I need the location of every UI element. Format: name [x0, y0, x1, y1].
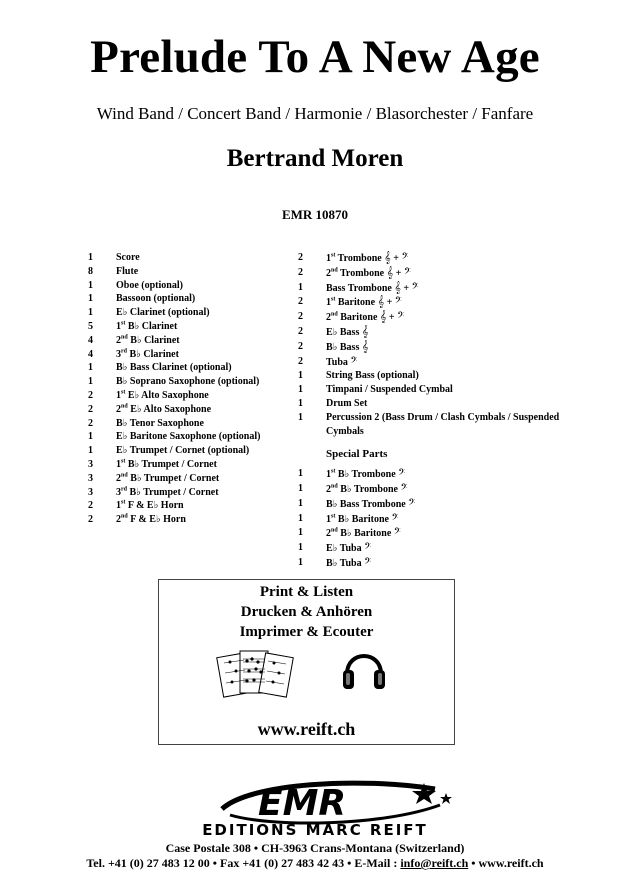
- email-link[interactable]: info@reift.ch: [400, 856, 469, 870]
- part-name: Timpani / Suspended Cymbal: [326, 384, 453, 396]
- part-row: [298, 340, 578, 355]
- part-quantity: 2: [298, 355, 303, 367]
- part-row: [298, 295, 578, 310]
- part-name: B♭ Soprano Saxophone (optional): [116, 376, 260, 388]
- sheet-music-icon: [216, 647, 296, 705]
- part-name: Oboe (optional): [116, 279, 183, 291]
- part-quantity: 3: [88, 486, 93, 498]
- part-quantity: 2: [88, 500, 93, 512]
- part-quantity: 1: [88, 445, 93, 457]
- part-row: [88, 430, 298, 444]
- part-row: [88, 292, 298, 306]
- part-name: 1st B♭ Baritone 𝄢: [326, 511, 399, 525]
- part-row: [88, 403, 298, 417]
- part-quantity: 2: [298, 252, 303, 263]
- part-row: [298, 411, 578, 439]
- part-row: [298, 266, 578, 281]
- part-name: Percussion 2 (Bass Drum / Clash Cymbals / Suspended Cymbals: [326, 411, 560, 437]
- special-parts-heading: Special Parts: [326, 448, 388, 461]
- part-quantity: 1: [88, 252, 93, 263]
- part-quantity: 1: [298, 397, 303, 409]
- part-quantity: 1: [88, 293, 93, 305]
- part-row: [298, 497, 578, 512]
- part-row: [88, 375, 298, 389]
- promo-line-3: Imprimer & Ecouter: [239, 624, 374, 640]
- part-name: Bass Trombone 𝄞 + 𝄢: [326, 280, 419, 294]
- part-name: String Bass (optional): [326, 370, 419, 382]
- part-name: 2nd B♭ Baritone 𝄢: [326, 526, 401, 540]
- part-name: Tuba 𝄢: [326, 354, 358, 368]
- part-quantity: 1: [88, 431, 93, 443]
- part-name: E♭ Trumpet / Cornet (optional): [116, 445, 250, 457]
- part-quantity: 1: [298, 370, 303, 382]
- contact-phone-fax: Tel. +41 (0) 27 483 12 00 • Fax +41 (0) 27 483 42 43 • E-Mail :: [86, 856, 401, 870]
- part-row: [88, 348, 298, 362]
- part-row: [298, 397, 578, 411]
- part-row: [88, 361, 298, 375]
- part-name: 2nd F & E♭ Horn: [116, 513, 186, 526]
- part-name: E♭ Tuba 𝄢: [326, 541, 372, 555]
- part-quantity: 1: [298, 281, 303, 293]
- catalog-number: EMR 10870: [281, 207, 349, 222]
- part-name: 1st B♭ Trombone 𝄢: [326, 467, 406, 481]
- part-row: [298, 251, 578, 266]
- part-name: 2nd B♭ Trombone 𝄢: [326, 481, 408, 495]
- part-quantity: 1: [88, 279, 93, 291]
- part-name: 1st F & E♭ Horn: [116, 500, 184, 512]
- part-row: [298, 541, 578, 556]
- part-name: Flute: [116, 265, 139, 277]
- part-quantity: 2: [298, 340, 303, 352]
- part-name: E♭ Bass 𝄞: [326, 324, 369, 338]
- part-name: 2nd B♭ Clarinet: [116, 334, 180, 346]
- part-row: [88, 444, 298, 458]
- part-name: 2nd Baritone 𝄞 + 𝄢: [326, 310, 405, 324]
- part-quantity: 4: [88, 334, 93, 346]
- part-quantity: 2: [88, 514, 93, 526]
- part-row: [88, 499, 298, 513]
- part-name: Drum Set: [326, 397, 368, 409]
- part-name: E♭ Baritone Saxophone (optional): [116, 431, 261, 443]
- part-row: [88, 417, 298, 431]
- part-quantity: 2: [88, 389, 93, 401]
- part-row: [298, 325, 578, 340]
- publisher-contact: [0, 856, 630, 871]
- part-row: [88, 320, 298, 334]
- part-row: [88, 513, 298, 527]
- part-quantity: 2: [298, 296, 303, 308]
- part-quantity: 1: [298, 512, 303, 524]
- part-row: [88, 306, 298, 320]
- promo-line-1: Print & Listen: [259, 584, 354, 600]
- parts-list-left: [88, 251, 298, 527]
- headphones-icon: [341, 644, 387, 692]
- part-quantity: 1: [298, 556, 303, 568]
- part-quantity: 1: [298, 482, 303, 494]
- part-name: B♭ Tuba 𝄢: [326, 555, 372, 569]
- part-row: [298, 482, 578, 497]
- part-name: 2nd Trombone 𝄞 + 𝄢: [326, 265, 411, 279]
- part-name: 2nd E♭ Alto Saxophone: [116, 403, 212, 415]
- part-quantity: 8: [88, 265, 93, 277]
- part-row: [298, 310, 578, 325]
- part-quantity: 1: [298, 497, 303, 509]
- part-quantity: 1: [298, 542, 303, 554]
- publisher-name: EDITIONS MARC REIFT: [202, 821, 428, 839]
- website-url[interactable]: www.reift.ch: [257, 719, 356, 739]
- composer-name: Bertrand Moren: [226, 145, 404, 172]
- piece-title: Prelude To A New Age: [90, 31, 540, 83]
- part-row: [298, 556, 578, 571]
- part-name: Score: [116, 252, 140, 263]
- part-row: [88, 265, 298, 279]
- part-quantity: 2: [298, 266, 303, 278]
- part-name: Bassoon (optional): [116, 293, 196, 305]
- part-row: [298, 369, 578, 383]
- part-name: 1st Baritone 𝄞 + 𝄢: [326, 295, 402, 309]
- part-name: 1st Trombone 𝄞 + 𝄢: [326, 251, 409, 264]
- ensemble-subtitle: Wind Band / Concert Band / Harmonie / Blasorchester / Fanfare: [96, 104, 534, 123]
- part-row: [298, 281, 578, 296]
- part-name: B♭ Tenor Saxophone: [116, 417, 204, 429]
- parts-list-right: [298, 251, 578, 571]
- part-name: 2nd B♭ Trumpet / Cornet: [116, 472, 220, 484]
- part-quantity: 1: [298, 384, 303, 396]
- promo-line-2: Drucken & Anhören: [240, 604, 373, 620]
- part-quantity: 1: [298, 527, 303, 539]
- part-row: [88, 486, 298, 500]
- part-quantity: 1: [298, 411, 303, 423]
- part-quantity: 4: [88, 348, 93, 360]
- part-quantity: 5: [88, 320, 93, 332]
- part-row: [88, 279, 298, 293]
- part-quantity: 1: [88, 362, 93, 374]
- part-row: [88, 458, 298, 472]
- print-listen-box: [158, 579, 455, 745]
- part-quantity: 3: [88, 458, 93, 470]
- publisher-address: Case Postale 308 • CH-3963 Crans-Montana (Switzerland): [165, 841, 465, 855]
- part-row: [88, 334, 298, 348]
- part-name: E♭ Clarinet (optional): [116, 307, 210, 319]
- part-quantity: 2: [88, 417, 93, 429]
- part-row: [298, 512, 578, 527]
- part-row: [88, 472, 298, 486]
- part-name: 3rd B♭ Clarinet: [116, 348, 179, 360]
- part-name: 1st B♭ Trumpet / Cornet: [116, 458, 217, 470]
- part-quantity: 1: [88, 376, 93, 388]
- part-row: [88, 389, 298, 403]
- part-row: [298, 467, 578, 482]
- contact-website[interactable]: • www.reift.ch: [468, 856, 544, 870]
- part-quantity: 1: [88, 307, 93, 319]
- part-row: [88, 251, 298, 265]
- part-name: B♭ Bass 𝄞: [326, 339, 369, 353]
- part-quantity: 2: [88, 403, 93, 415]
- part-row: [298, 355, 578, 370]
- part-quantity: 3: [88, 472, 93, 484]
- part-name: 1st B♭ Clarinet: [116, 320, 178, 332]
- part-name: 3rd B♭ Trumpet / Cornet: [116, 486, 219, 498]
- part-quantity: 2: [298, 311, 303, 323]
- part-row: [298, 526, 578, 541]
- part-quantity: 2: [298, 325, 303, 337]
- part-quantity: 1: [298, 468, 303, 480]
- svg-text:EMR: EMR: [258, 783, 347, 824]
- part-name: B♭ Bass Clarinet (optional): [116, 362, 232, 374]
- part-row: [298, 383, 578, 397]
- part-name: 1st E♭ Alto Saxophone: [116, 389, 209, 401]
- part-name: B♭ Bass Trombone 𝄢: [326, 496, 416, 510]
